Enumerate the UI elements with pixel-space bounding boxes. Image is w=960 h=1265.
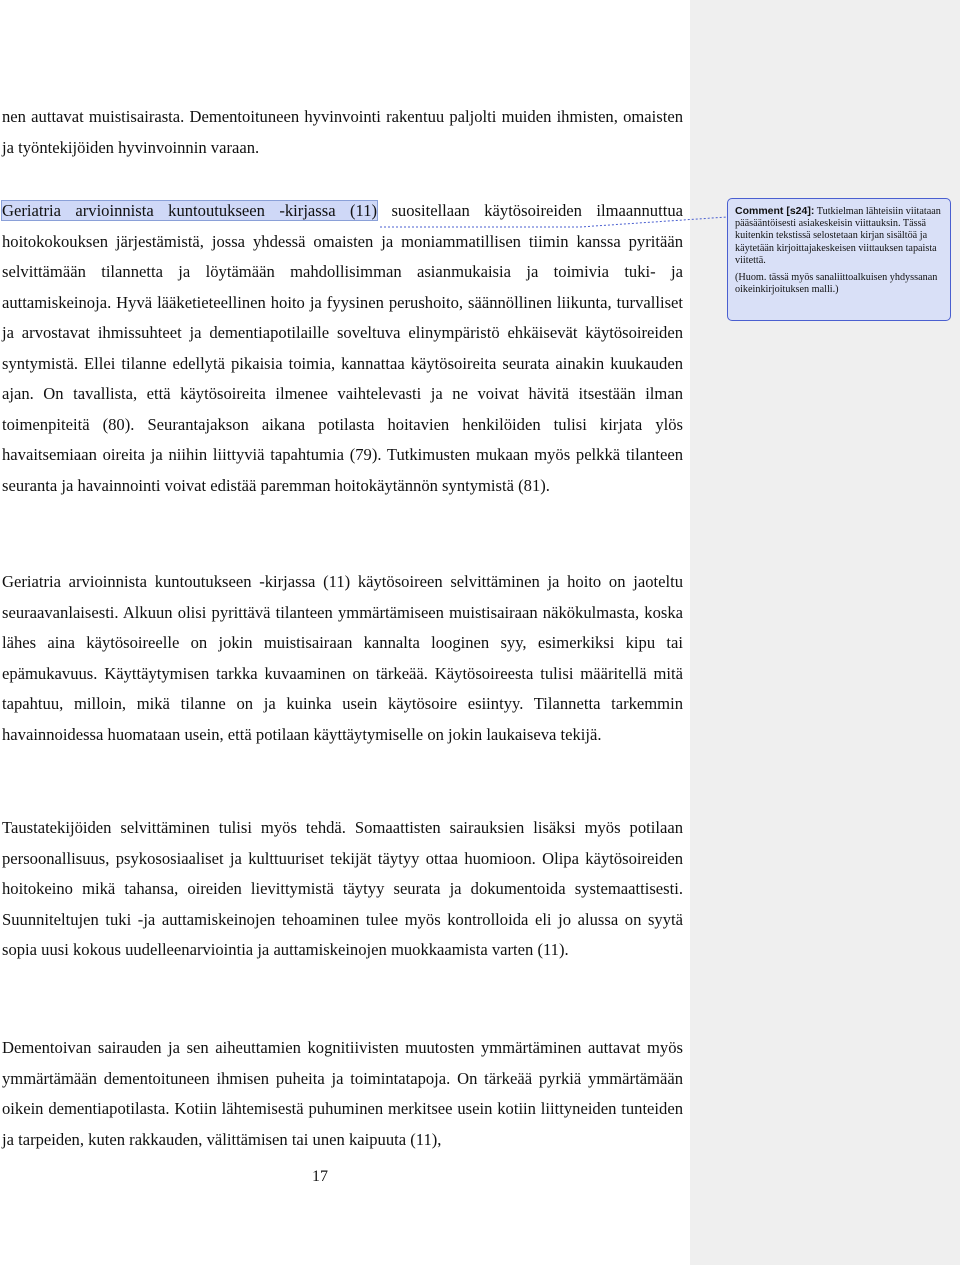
page-number: 17	[312, 1168, 328, 1185]
comment-note: (Huom. tässä myös sanaliittoalkuisen yhdyssanan oikeinkirjoituksen malli.)	[735, 272, 938, 296]
comment-balloon[interactable]	[727, 198, 951, 321]
comment-anchor-highlight[interactable]: Geriatria arvioinnista kuntoutukseen -kirjassa (11)	[2, 201, 378, 220]
comment-text: Tutkielman lähteisiin viitataan pääsääntöisesti asiakeskeisin viittauksin. Tässä kuitenkin tekstissä selostetaan kirjan sisältöä ja käytetään kirjoittajakeskeisen viittauksen tapaista viitettä.	[735, 206, 941, 266]
paragraph-3: Geriatria arvioinnista kuntoutukseen -kirjassa (11) käytösoireen selvittäminen ja hoito on jaoteltu seuraavanlaisesti. Alkuun olisi pyrittävä tilanteen ymmärtämiseen muistisairaan näkökulmasta, koska lähes aina käytösoireelle on jokin muistisairaan kannalta looginen syy, esimerkiksi kipu tai epämukavuus. Käyttäytymisen tarkka kuvaaminen on tärkeää. Käytösoireesta tulisi määritellä mitä tapahtuu, milloin, mikä tilanne on ja kuinka usein käytösoire esiintyy. Tilannetta tarkemmin havainnoidessa huomataan usein, että potilaan käyttäytymiselle on jokin laukaiseva tekijä.	[2, 572, 683, 744]
paragraph-1: nen auttavat muistisairasta. Dementoituneen hyvinvointi rakentuu paljolti muiden ihmisten, omaisten ja työntekijöiden hyvinvoinnin varaan.	[2, 107, 683, 157]
paragraph-2	[2, 196, 683, 501]
paragraph-5: Dementoivan sairauden ja sen aiheuttamien kognitiivisten muutosten ymmärtäminen auttavat myös ymmärtämään dementoituneen ihmisen puheita ja toimintatapoja. On tärkeää pyrkiä ymmärtämään oikein dementiapotilasta. Kotiin lähtemisestä puhuminen merkitsee usein kotiin liittyneiden tunteiden ja tarpeiden, kuten rakkauden, välittämisen tai unen kaipuuta (11),	[2, 1038, 683, 1149]
comment-connector-line	[380, 214, 730, 228]
comment-text-block	[735, 205, 943, 267]
paragraph-2-text: suositellaan käytösoireiden ilmaannuttua hoitokokouksen järjestämistä, jossa yhdessä omaisten ja moniammatillisen tiimin kanssa pyritään selvittämään tilannetta ja löytämään mahdollisimman asianmukaisia ja toimivia tuki- ja auttamiskeinoja. Hyvä lääketieteellinen hoito ja fyysinen perushoito, säännöllinen liikunta, turvalliset ja arvostavat ihmissuhteet ja dementiapotilaille soveltuva elinympäristö ehkäisevät käytösoireiden syntymistä. Ellei tilanne edellytä pikaisia toimia, kannattaa käytösoireita seurata ainakin kuukauden ajan. On tavallista, että käytösoireita ilmenee vaihtelevasti ja ne voivat hävitä itsestään ilman toimenpiteitä (80). Seurantajakson aikana potilasta hoitavien henkilöiden tulisi kirjata ylös havaitsemiaan oireita ja niihin liittyviä tapahtumia (79). Tutkimusten mukaan myös pelkkä tilanteen seuranta ja havainnointi voivat edistää paremman hoitokäytännön syntymistä (81).	[2, 201, 683, 495]
comment-label: Comment [s24]:	[735, 205, 815, 217]
comment-margin-pane	[690, 0, 960, 1265]
paragraph-4: Taustatekijöiden selvittäminen tulisi myös tehdä. Somaattisten sairauksien lisäksi myös potilaan persoonallisuus, psykososiaaliset ja kulttuuriset tekijät täytyy ottaa huomioon. Olipa käytösoireiden hoitokeino mikä tahansa, oireiden lievittymistä täytyy seurata ja dokumentoida systemaattisesti. Suunniteltujen tuki -ja auttamiskeinojen tehoaminen tulee myös kontrolloida eli jo alussa on syytä sopia uusi kokous uudelleenarviointia ja auttamiskeinojen muokkaamista varten (11).	[2, 818, 683, 959]
